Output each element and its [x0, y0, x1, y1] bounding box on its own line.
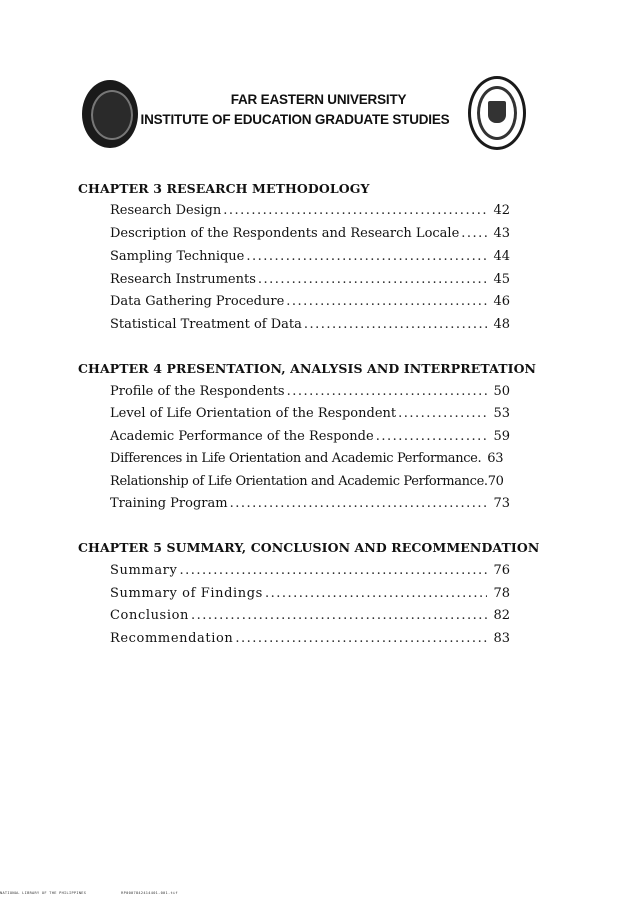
toc-entry-page: 73: [493, 496, 510, 511]
toc-entry[interactable]: [110, 608, 510, 623]
toc-entry-title: Sampling Technique: [110, 249, 245, 264]
toc-entry[interactable]: [110, 384, 510, 399]
toc-entry[interactable]: [110, 563, 510, 578]
toc-entry-title: Data Gathering Procedure: [110, 294, 285, 309]
toc-entry-page: 53: [493, 406, 510, 421]
toc-entry-page: 44: [493, 249, 510, 264]
university-name: FAR EASTERN UNIVERSITY: [230, 92, 407, 107]
toc-entry-title: Conclusion: [110, 608, 189, 623]
toc-entry[interactable]: [110, 272, 510, 287]
toc-entry-title: Training Program: [110, 496, 228, 511]
toc-entry[interactable]: [110, 406, 510, 421]
chapter-5-heading: CHAPTER 5 SUMMARY, CONCLUSION AND RECOMMENDATION: [78, 540, 540, 555]
toc-entry[interactable]: [110, 294, 510, 309]
toc-entry[interactable]: [110, 496, 510, 511]
toc-entry[interactable]: [110, 631, 510, 646]
toc-entry[interactable]: [110, 586, 510, 601]
toc-entry-page: 78: [493, 586, 510, 601]
toc-entry-page: 43: [493, 226, 510, 241]
toc-entry-page: 45: [493, 272, 510, 287]
footer-library: NATIONAL LIBRARY OF THE PHILIPPINES: [0, 891, 87, 895]
toc-entry-page: 76: [493, 563, 510, 578]
toc-entry-page: 42: [493, 203, 510, 218]
toc-entry-title: Summary: [110, 563, 178, 578]
toc-entry-page: 63: [487, 451, 504, 466]
chapter-4-heading: CHAPTER 4 PRESENTATION, ANALYSIS AND INTERPRETATION: [78, 361, 537, 376]
toc-entry-page: 50: [493, 384, 510, 399]
toc-entry-title: Level of Life Orientation of the Respondent: [110, 406, 397, 421]
toc-entry[interactable]: [110, 203, 510, 218]
footer-file: RP0007842414401-001.tif: [121, 891, 178, 895]
toc-entry-title: Summary of Findings: [110, 586, 263, 601]
toc-entry[interactable]: [110, 317, 510, 332]
toc-entry[interactable]: [110, 451, 510, 466]
toc-entry[interactable]: [110, 226, 510, 241]
toc-entry-title: Description of the Respondents and Research Locale: [110, 226, 460, 241]
toc-entry-title: Research Design: [110, 203, 222, 218]
toc-entry-title: Differences in Life Orientation and Academic Performance.: [110, 451, 482, 466]
toc-entry-title: Academic Performance of the Responde: [110, 429, 374, 444]
toc-entry-page: 70: [487, 474, 504, 489]
toc-entry-title: Profile of the Respondents: [110, 384, 285, 399]
chapter-3-heading: CHAPTER 3 RESEARCH METHODOLOGY: [78, 181, 370, 196]
toc-entry-page: 82: [493, 608, 510, 623]
toc-entry[interactable]: [110, 249, 510, 264]
toc-entry-page: 48: [493, 317, 510, 332]
feu-seal-icon: [468, 76, 526, 150]
page-header: [0, 0, 637, 160]
toc-entry-title: Statistical Treatment of Data: [110, 317, 302, 332]
toc-entry-title: Research Instruments: [110, 272, 256, 287]
toc-entry-page: 59: [493, 429, 510, 444]
institute-name: INSTITUTE OF EDUCATION GRADUATE STUDIES: [140, 112, 450, 127]
toc-entry-title: Relationship of Life Orientation and Academic Performance.: [110, 474, 488, 489]
toc-entry-page: 46: [493, 294, 510, 309]
toc-entry[interactable]: [110, 429, 510, 444]
scan-footer: [0, 891, 178, 895]
toc-entry-page: 83: [493, 631, 510, 646]
toc-entry-title: Recommendation: [110, 631, 234, 646]
toc-entry[interactable]: [110, 474, 510, 489]
